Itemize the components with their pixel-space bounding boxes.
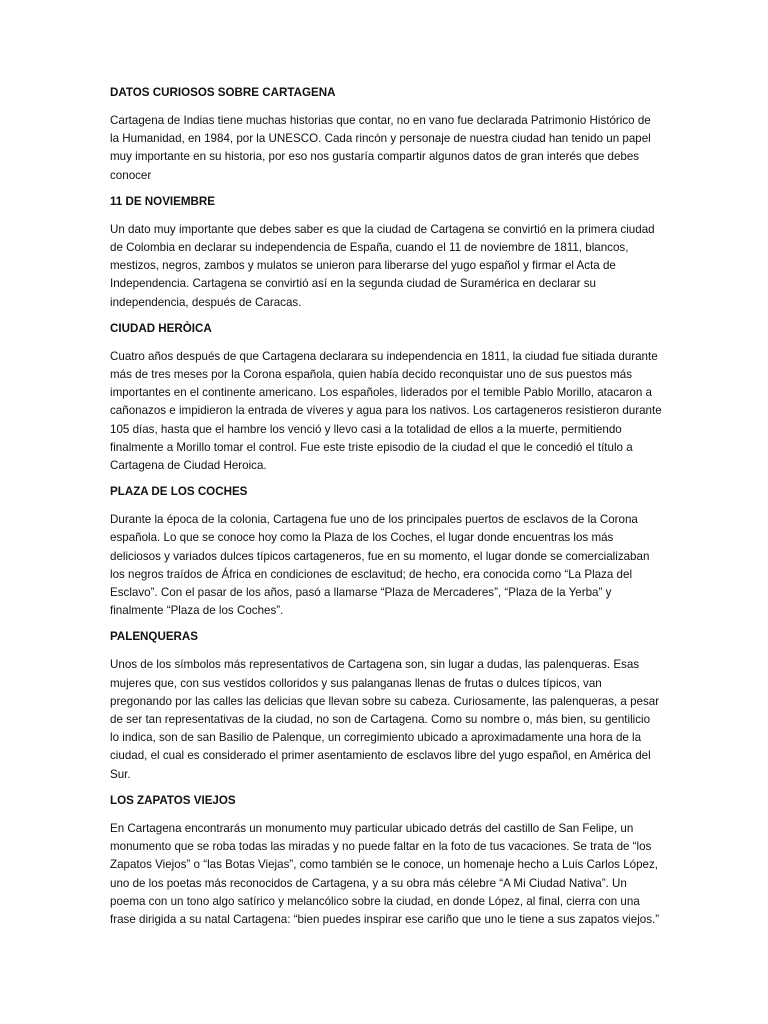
document-title: DATOS CURIOSOS SOBRE CARTAGENA bbox=[110, 86, 336, 99]
document-content bbox=[110, 84, 662, 937]
section-body-ciudad-heroica: Cuatro años después de que Cartagena declarara su independencia en 1811, la ciudad fue sitiada durante más de tres meses por la Corona española, quien había decido reconquistar uno de sus puestos más importantes en el continente americano. Los españoles, liderados por el temible Pablo Morillo, atacaron a cañonazos e impidieron la entrada de víveres y agua para los nativos. Los cartageneros resistieron durante 105 días, hasta que el hambre los venció y llevo casi a la totalidad de ellos a la muerte, permitiendo finalmente a Morillo tomar el control. Fue este triste episodio de la ciudad el que le concedió el título a Cartagena de Ciudad Heroica. bbox=[110, 349, 662, 473]
section-heading-plaza-de-los-coches: PLAZA DE LOS COCHES bbox=[110, 485, 248, 499]
section-heading-palenqueras: PALENQUERAS bbox=[110, 630, 199, 644]
intro-paragraph: Cartagena de Indias tiene muchas historias que contar, no en vano fue declarada Patrimonio Histórico de la Humanidad, en 1984, por la UNESCO. Cada rincón y personaje de nuestra ciudad han tenido un papel muy importante en su historia, por eso nos gustaría compartir algunos datos de gran interés que debes conocer bbox=[110, 114, 651, 182]
section-body-11-de-noviembre: Un dato muy importante que debes saber es que la ciudad de Cartagena se convirtió en la primera ciudad de Colombia en declarar su independencia de España, cuando el 11 de noviembre de 1811, blancos, mestizos, negros, zambos y mulatos se unieron para liberarse del yugo español y firmar el Acta de Independencia. Cartagena se convirtió así en la segunda ciudad de Suramérica en declarar su independencia, después de Caracas. bbox=[110, 222, 655, 309]
section-heading-ciudad-heroica: CIUDAD HERÒICA bbox=[110, 321, 212, 335]
section-body-palenqueras: Unos de los símbolos más representativos de Cartagena son, sin lugar a dudas, las palenqueras. Esas mujeres que, con sus vestidos colloridos y sus palanganas llenas de frutas o dulces típicos, van pregonando por las calles las delicias que llevan sobre su cabeza. Curiosamente, las palenqueras, a pesar de ser tan representativas de la ciudad, no son de Cartagena. Como su nombre o, más bien, su gentilicio lo indica, son de san Basilio de Palenque, un corregimiento ubicado a aproximadamente una hora de la ciudad, el cual es considerado el primer asentamiento de esclavos libre del yugo español, en América del Sur. bbox=[110, 658, 660, 781]
section-body-los-zapatos-viejos: En Cartagena encontrarás un monumento muy particular ubicado detrás del castillo de San Felipe, un monumento que se roba todas las miradas y no puede faltar en la foto de tus vacaciones. Se trata de “los Zapatos Viejos” o “las Botas Viejas”, como también se le conoce, un homenaje hecho a Luis Carlos López, uno de los poetas más reconocidos de Cartagena, y a su obra más célebre “A Mi Ciudad Nativa”. Un poema con un tono algo satírico y melancólico sobre la ciudad, en donde López, al final, cierra con una frase dirigida a su natal Cartagena: “bien puedes inspirar ese cariño que uno le tiene a sus zapatos viejos.” bbox=[110, 821, 660, 926]
section-body-plaza-de-los-coches: Durante la época de la colonia, Cartagena fue uno de los principales puertos de esclavos de la Corona española. Lo que se conoce hoy como la Plaza de los Coches, el lugar donde encuentras los más deliciosos y variados dulces típicos cartageneros, fue en su momento, el lugar donde se comercializaban los negros traídos de África en condiciones de esclavitud; de hecho, era conocida como “La Plaza del Esclavo”. Con el pasar de los años, pasó a llamarse “Plaza de Mercaderes”, “Plaza de la Yerba” y finalmente “Plaza de los Coches”. bbox=[110, 513, 650, 618]
section-heading-11-de-noviembre: 11 DE NOVIEMBRE bbox=[110, 194, 216, 208]
section-heading-los-zapatos-viejos: LOS ZAPATOS VIEJOS bbox=[110, 793, 236, 807]
